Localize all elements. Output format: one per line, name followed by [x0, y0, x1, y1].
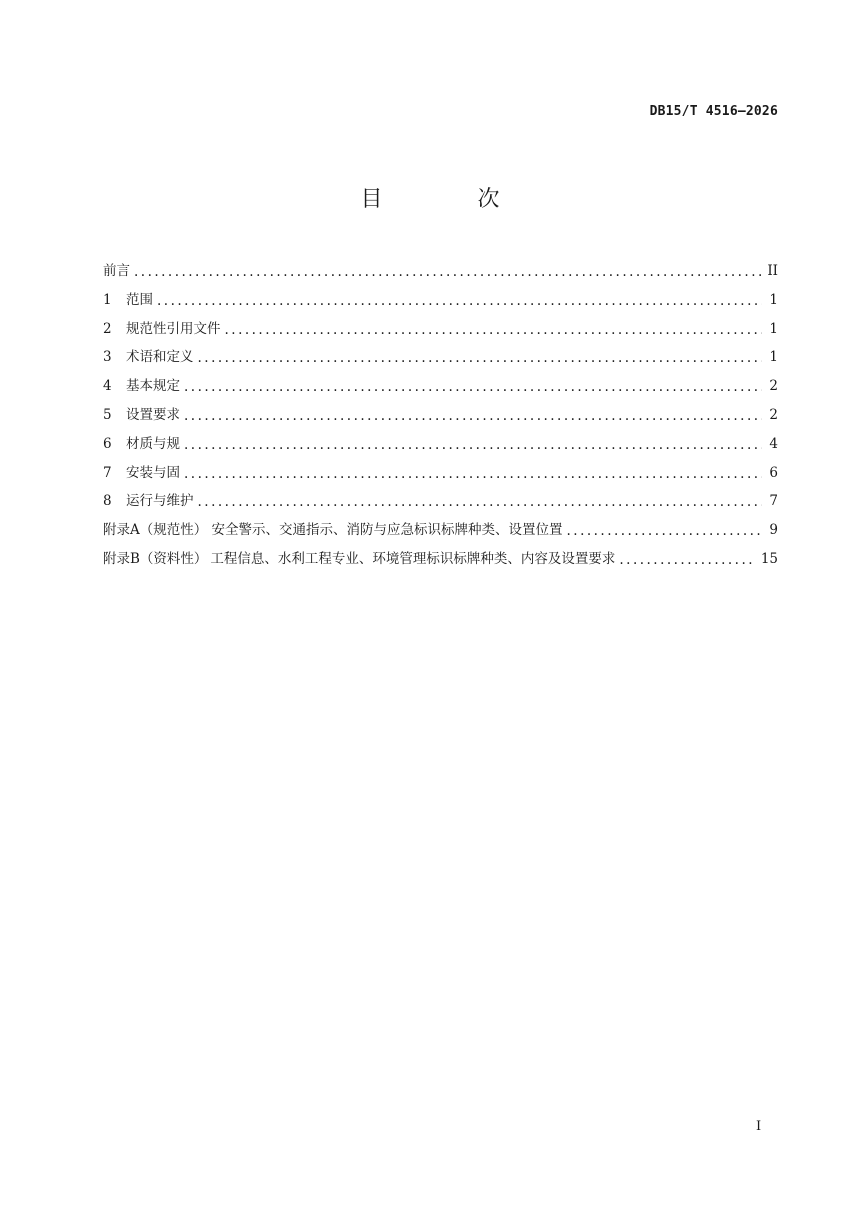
toc-entry-label: 术语和定义	[126, 349, 194, 366]
toc-entry-label-detail: 工程信息、水利工程专业、环境管理标识标牌种类、内容及设置要求	[210, 550, 616, 567]
dot-leader	[225, 322, 763, 338]
toc-entry-appendix-a[interactable]	[103, 518, 778, 547]
toc-entry-page: 15	[760, 550, 778, 567]
toc-entry-label: 安装与固	[126, 464, 180, 481]
page-number: I	[756, 1119, 762, 1134]
toc-entry-label: 前言	[103, 263, 130, 279]
toc-entry-page: II	[767, 263, 778, 279]
toc-entry-label: 基本规定	[126, 378, 180, 395]
toc-entry-page: 2	[769, 406, 778, 423]
dot-leader	[198, 494, 763, 510]
toc-entry-label: 附录B（资料性）	[103, 550, 208, 567]
dot-leader	[567, 523, 762, 539]
toc-entry-page: 9	[769, 522, 778, 539]
toc-entry-foreword[interactable]	[103, 259, 778, 288]
toc-entry-page: 6	[769, 464, 778, 481]
toc-entry-appendix-b[interactable]	[103, 547, 778, 576]
dot-leader	[198, 350, 763, 366]
toc-entry-number: 7	[103, 464, 112, 481]
toc-entry-number: 1	[103, 291, 112, 308]
dot-leader	[134, 264, 761, 280]
dot-leader	[184, 466, 762, 482]
table-of-contents	[103, 259, 778, 576]
toc-entry-5[interactable]	[103, 403, 778, 432]
toc-entry-4[interactable]	[103, 374, 778, 403]
page-title: 目 次	[360, 187, 544, 212]
toc-entry-label: 附录A（规范性）	[103, 522, 208, 539]
dot-leader	[184, 379, 762, 395]
toc-entry-label: 运行与维护	[126, 493, 194, 510]
toc-entry-7[interactable]	[103, 461, 778, 490]
toc-entry-3[interactable]	[103, 345, 778, 374]
toc-entry-6[interactable]	[103, 432, 778, 461]
toc-entry-label-detail: 安全警示、交通指示、消防与应急标识标牌种类、设置位置	[211, 522, 563, 539]
toc-entry-number: 5	[103, 406, 112, 423]
toc-entry-page: 4	[769, 435, 778, 452]
dot-leader	[619, 552, 754, 568]
dot-leader	[184, 408, 762, 424]
dot-leader	[157, 293, 762, 309]
toc-entry-page: 1	[769, 349, 778, 366]
toc-entry-2[interactable]	[103, 317, 778, 346]
toc-entry-page: 7	[769, 493, 778, 510]
toc-entry-number: 4	[103, 378, 112, 395]
toc-entry-1[interactable]	[103, 288, 778, 317]
toc-entry-number: 3	[103, 349, 112, 366]
toc-entry-page: 1	[769, 291, 778, 308]
toc-entry-label: 设置要求	[126, 406, 180, 423]
toc-entry-label: 范围	[126, 291, 153, 308]
toc-entry-number: 8	[103, 493, 112, 510]
toc-entry-page: 1	[769, 320, 778, 337]
toc-entry-8[interactable]	[103, 489, 778, 518]
toc-entry-label: 规范性引用文件	[126, 320, 221, 337]
toc-entry-number: 6	[103, 435, 112, 452]
toc-entry-page: 2	[769, 378, 778, 395]
dot-leader	[184, 437, 762, 453]
toc-entry-number: 2	[103, 320, 112, 337]
document-code: DB15/T 4516—2026	[649, 104, 778, 119]
toc-entry-label: 材质与规	[126, 435, 180, 452]
